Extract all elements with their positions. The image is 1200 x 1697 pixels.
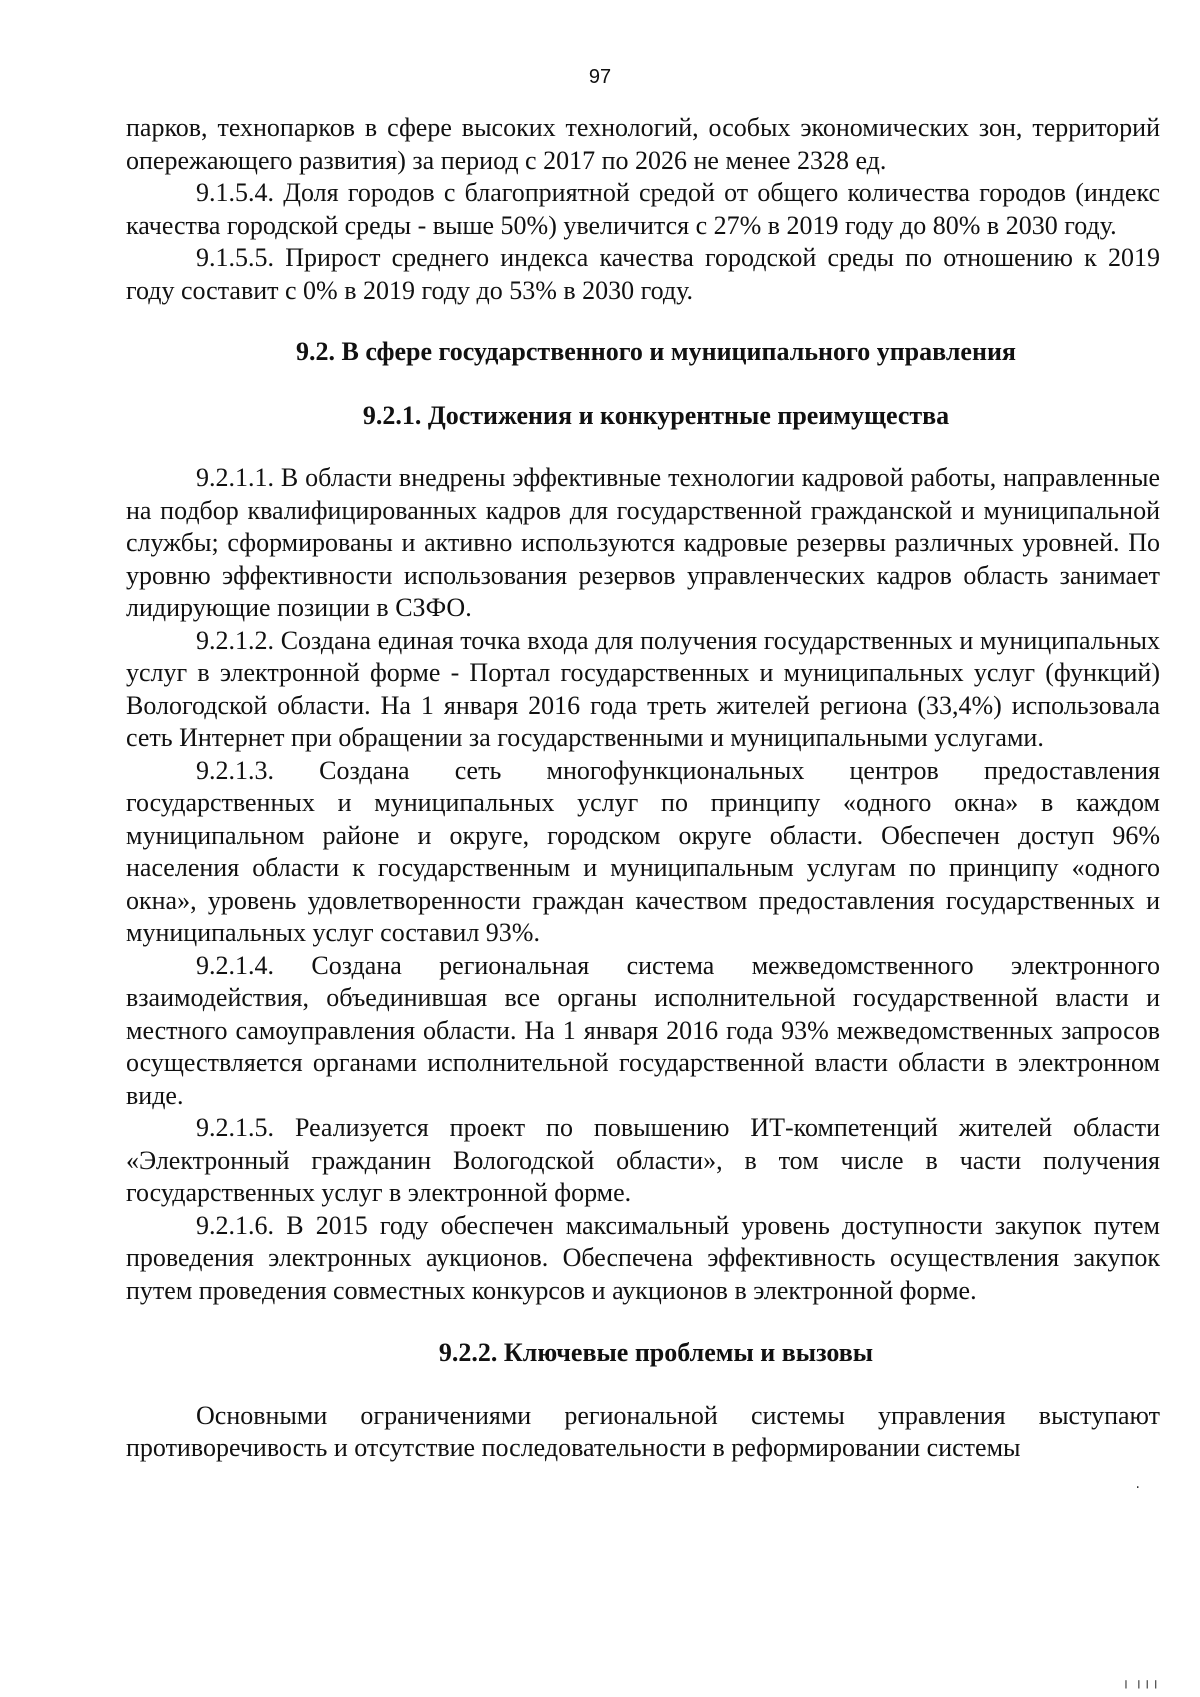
- paragraph-9-2-1-5: 9.2.1.5. Реализуется проект по повышению ИТ-компетенций жителей области «Электронный гражданин Вологодской области», в том числе в части получения государственных услуг в электронной форме.: [126, 1113, 1160, 1207]
- paragraph-9-2-1-3: 9.2.1.3. Создана сеть многофункциональных центров предоставления государственных и муниципальных услуг по принципу «одного окна» в каждом муниципальном районе и округе, городском округе области. Обеспечен доступ 96% населения области к государственным и муниципальным услугам по принципу «одного окна», уровень удовлетворенности граждан качеством предоставления государственных и муниципальных услуг составил 93%.: [126, 755, 1160, 947]
- subsection-title: 9.2.1. Достижения и конкурентные преимущества: [362, 400, 950, 430]
- paragraph-9-2-1-4: 9.2.1.4. Создана региональная система межведомственного электронного взаимодействия, объединившая все органы исполнительной государственной власти и местного самоуправления области. На 1 января 2016 года 93% межведомственных запросов осуществляется органами исполнительной государственной власти области в электронном виде.: [126, 950, 1160, 1110]
- paragraph-9-2-1-2: 9.2.1.2. Создана единая точка входа для получения государственных и муниципальных услуг в электронной форме - Портал государственных и муниципальных услуг (функций) Вологодской области. На 1 января 2016 года треть жителей региона (33,4%) использовала сеть Интернет при обращении за государственными и муниципальными услугами.: [126, 625, 1160, 752]
- scan-edge-mark: ╷ ╷╷╷: [1121, 1673, 1160, 1689]
- section-title: 9.2. В сфере государственного и муниципального управления: [295, 337, 1016, 366]
- paragraph-9-2-1-1: 9.2.1.1. В области внедрены эффективные технологии кадровой работы, направленные на подбор квалифицированных кадров для государственной гражданской и муниципальной службы; сформированы и активно используются кадровые резервы различных уровней. По уровню эффективности использования резервов управленческих кадров область занимает лидирующие позиции в СЗФО.: [126, 463, 1160, 622]
- scan-dot-mark: ·: [1135, 1480, 1140, 1496]
- paragraph-continuation: парков, технопарков в сфере высоких технологий, особых экономических зон, территорий опережающего развития) за период с 2017 по 2026 не менее 2328 ед.: [126, 113, 1160, 175]
- paragraph-9-1-5-4: 9.1.5.4. Доля городов с благоприятной средой от общего количества городов (индекс качества городской среды - выше 50%) увеличится с 27% в 2019 году до 80% в 2030 году.: [126, 178, 1160, 240]
- problems-title: 9.2.2. Ключевые проблемы и вызовы: [438, 1338, 874, 1367]
- page-number: 97: [588, 66, 612, 88]
- paragraph-9-1-5-5: 9.1.5.5. Прирост среднего индекса качества городской среды по отношению к 2019 году составит с 0% в 2019 году до 53% в 2030 году.: [126, 243, 1160, 305]
- document-body: [126, 112, 1160, 1465]
- paragraph-problems: Основными ограничениями региональной системы управления выступают противоречивость и отсутствие последовательности в реформировании системы: [126, 1400, 1160, 1462]
- paragraph-9-2-1-6: 9.2.1.6. В 2015 году обеспечен максимальный уровень доступности закупок путем проведения электронных аукционов. Обеспечена эффективность осуществления закупок путем проведения совместных конкурсов и аукционов в электронной форме.: [126, 1210, 1160, 1305]
